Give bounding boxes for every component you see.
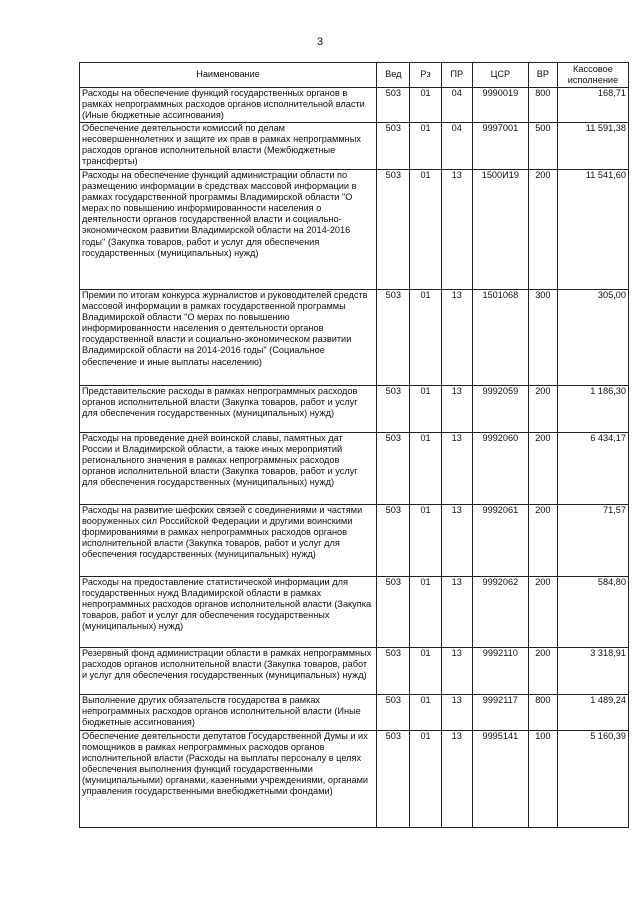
row-amount: 11 541,60 [557,170,628,290]
row-name: Выполнение других обязательств государства в рамках непрограммных расходов органов исполнительной власти (Иные бюджетные ассигнования) [80,695,377,731]
row-vr: 800 [528,695,557,731]
row-amount: 1 186,30 [557,386,628,433]
table-row [80,505,629,577]
table-row [80,731,629,828]
row-rz: 01 [410,170,441,290]
row-pr: 13 [441,505,472,577]
row-ved: 503 [377,290,410,386]
page-number: 3 [316,36,324,48]
table-row [80,648,629,695]
row-name: Обеспечение деятельности депутатов Государственной Думы и их помощников в рамках непрограммных расходов органов исполнительной власти (Расходы на выплаты персоналу в целях обеспечения выполнения функций государственными (муниципальными) органами, казенными учреждениями, органами управления государственными внебюджетными фондами) [80,731,377,828]
row-csr: 1500И19 [472,170,528,290]
row-amount: 11 591,38 [557,123,628,170]
table-header-row [80,63,629,88]
row-pr: 13 [441,386,472,433]
row-csr: 9992062 [472,577,528,648]
row-rz: 01 [410,123,441,170]
row-vr: 500 [528,123,557,170]
row-pr: 13 [441,695,472,731]
row-name: Расходы на проведение дней воинской славы, памятных дат России и Владимирской области, а также иных мероприятий регионального значения в рамках непрограммных расходов органов исполнительной власти (Закупка товаров, работ и услуг для обеспечения государственных (муниципальных) нужд) [80,433,377,505]
row-rz: 01 [410,290,441,386]
row-amount: 5 160,39 [557,731,628,828]
row-ved: 503 [377,123,410,170]
row-ved: 503 [377,695,410,731]
table-row [80,386,629,433]
header-amount: Кассовое исполнение [557,63,628,88]
row-vr: 300 [528,290,557,386]
row-vr: 200 [528,386,557,433]
row-ved: 503 [377,386,410,433]
row-csr: 9992060 [472,433,528,505]
row-rz: 01 [410,505,441,577]
row-amount: 71,57 [557,505,628,577]
header-csr: ЦСР [472,63,528,88]
row-name: Премии по итогам конкурса журналистов и руководителей средств массовой информации в рамках государственной программы Владимирской области "О мерах по повышению информированности населения о деятельности органов государственной власти и социально-экономическом развитии Владимирской области на 2014-2016 годы" (Социальное обеспечение и иные выплаты населению) [80,290,377,386]
row-csr: 9992110 [472,648,528,695]
row-name: Расходы на обеспечение функций государственных органов в рамках непрограммных расходов органов исполнительной власти (Иные бюджетные ассигнования) [80,88,377,123]
row-rz: 01 [410,386,441,433]
header-name: Наименование [80,63,377,88]
row-ved: 503 [377,648,410,695]
row-rz: 01 [410,88,441,123]
row-pr: 13 [441,731,472,828]
row-rz: 01 [410,577,441,648]
row-pr: 13 [441,290,472,386]
table-row [80,170,629,290]
header-ved: Вед [377,63,410,88]
row-csr: 9992117 [472,695,528,731]
row-ved: 503 [377,505,410,577]
table-row [80,577,629,648]
budget-table [79,62,629,828]
row-ved: 503 [377,88,410,123]
row-pr: 13 [441,170,472,290]
row-ved: 503 [377,577,410,648]
row-csr: 9997001 [472,123,528,170]
header-pr: ПР [441,63,472,88]
row-rz: 01 [410,433,441,505]
row-name: Представительские расходы в рамках непрограммных расходов органов исполнительной власти (Закупка товаров, работ и услуг для обеспечения государственных (муниципальных) нужд) [80,386,377,433]
table-row [80,695,629,731]
row-rz: 01 [410,648,441,695]
row-rz: 01 [410,695,441,731]
row-vr: 200 [528,505,557,577]
row-pr: 13 [441,648,472,695]
row-amount: 6 434,17 [557,433,628,505]
row-vr: 200 [528,170,557,290]
row-vr: 200 [528,577,557,648]
row-amount: 3 318,91 [557,648,628,695]
row-vr: 100 [528,731,557,828]
row-pr: 04 [441,88,472,123]
row-vr: 200 [528,433,557,505]
row-amount: 305,00 [557,290,628,386]
row-vr: 800 [528,88,557,123]
row-name: Расходы на обеспечение функций администрации области по размещению информации в средствах массовой информации в рамках государственной программы Владимирской области "О мерах по повышению информированности населения о деятельности органов государственной власти и социально-экономическом развитии Владимирской области на 2014-2016 годы" (Закупка товаров, работ и услуг для обеспечения государственных (муниципальных) нужд) [80,170,377,290]
row-csr: 9992061 [472,505,528,577]
row-ved: 503 [377,170,410,290]
row-pr: 04 [441,123,472,170]
row-ved: 503 [377,731,410,828]
table-row [80,88,629,123]
row-name: Обеспечение деятельности комиссий по делам несовершеннолетних и защите их прав в рамках непрограммных расходов органов исполнительной власти (Межбюджетные трансферты) [80,123,377,170]
row-rz: 01 [410,731,441,828]
header-vr: ВР [528,63,557,88]
table-row [80,290,629,386]
row-name: Расходы на предоставление статистической информации для государственных нужд Владимирской области в рамках непрограммных расходов органов исполнительной власти (Закупка товаров, работ и услуг для обеспечения государственных (муниципальных) нужд) [80,577,377,648]
row-name: Расходы на развитие шефских связей с соединениями и частями вооруженных сил Российской Федерации и другими воинскими формированиями в рамках непрограммных расходов органов исполнительной власти (Закупка товаров, работ и услуг для обеспечения государственных (муниципальных) нужд) [80,505,377,577]
header-rz: Рз [410,63,441,88]
row-csr: 9992059 [472,386,528,433]
row-amount: 584,80 [557,577,628,648]
row-pr: 13 [441,433,472,505]
row-vr: 200 [528,648,557,695]
table-row [80,433,629,505]
row-csr: 9990019 [472,88,528,123]
row-csr: 1501068 [472,290,528,386]
row-amount: 168,71 [557,88,628,123]
row-csr: 9995141 [472,731,528,828]
row-amount: 1 489,24 [557,695,628,731]
row-name: Резервный фонд администрации области в рамках непрограммных расходов органов исполнительной власти (Закупка товаров, работ и услуг для обеспечения государственных (муниципальных) нужд) [80,648,377,695]
table-row [80,123,629,170]
row-ved: 503 [377,433,410,505]
row-pr: 13 [441,577,472,648]
